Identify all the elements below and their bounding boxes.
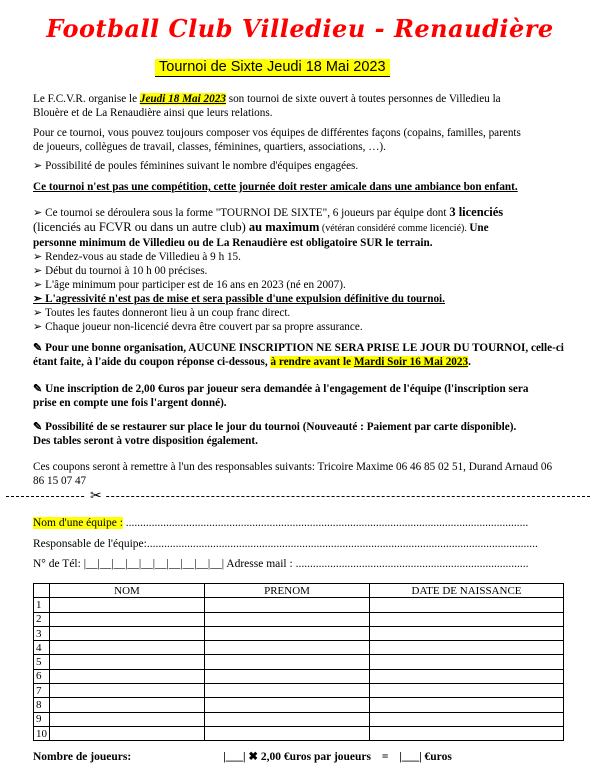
players-count-box[interactable]: |___| <box>223 751 246 763</box>
team-manager-label: Responsable de l'équipe: <box>33 538 147 550</box>
row-number: 1 <box>34 598 50 612</box>
header-date-naissance: DATE DE NAISSANCE <box>370 584 564 598</box>
row-number: 10 <box>34 726 50 740</box>
birthdate-cell[interactable] <box>370 655 564 669</box>
total-amount-box[interactable]: |___| <box>399 751 422 763</box>
nom-cell[interactable] <box>50 712 205 726</box>
contacts-note: Ces coupons seront à remettre à l'un des responsables suivants: Tricoire Maxime 06 46 85 02 51, Durand Arnaud 06 86 15 07 47 <box>33 461 553 487</box>
nom-cell[interactable] <box>50 698 205 712</box>
nom-cell[interactable] <box>50 598 205 612</box>
table-row <box>34 626 564 640</box>
row-number: 8 <box>34 698 50 712</box>
teams-paragraph: Pour ce tournoi, vous pouvez toujours composer vos équipes de différentes façons (copains, familles, parents de joueurs, collègues de travail, classes, féminines, quartiers, associations, …). <box>33 127 521 153</box>
nom-cell[interactable] <box>50 726 205 740</box>
table-row <box>34 712 564 726</box>
birthdate-cell[interactable] <box>370 698 564 712</box>
prenom-cell[interactable] <box>205 612 370 626</box>
birthdate-cell[interactable] <box>370 598 564 612</box>
team-name-label: Nom d'une équipe : <box>33 517 123 529</box>
female-pools-note: ➢ Possibilité de poules féminines suivant le nombre d'équipes engagées. <box>33 160 359 172</box>
table-row <box>34 669 564 683</box>
table-row <box>34 641 564 655</box>
birthdate-cell[interactable] <box>370 712 564 726</box>
prenom-cell[interactable] <box>205 684 370 698</box>
birthdate-cell[interactable] <box>370 726 564 740</box>
prenom-cell[interactable] <box>205 655 370 669</box>
table-header-row <box>34 584 564 598</box>
row-number: 4 <box>34 641 50 655</box>
table-row <box>34 726 564 740</box>
nom-cell[interactable] <box>50 655 205 669</box>
header-number <box>34 584 50 598</box>
intro-paragraph: Le F.C.V.R. organise le Jeudi 18 Mai 2023 son tournoi de sixte ouvert à toutes personnes de Villedieu la Blouère et de La Renaudière ainsi que leurs relations. <box>33 93 501 119</box>
team-manager-field[interactable]: Responsable de l'équipe:........................................................................................................................................ <box>33 538 538 550</box>
email-label: Adresse mail : <box>224 558 293 570</box>
prenom-cell[interactable] <box>205 669 370 683</box>
row-number: 9 <box>34 712 50 726</box>
event-subtitle: Tournoi de Sixte Jeudi 18 Mai 2023 <box>155 59 390 77</box>
friendly-spirit-note: Ce tournoi n'est pas une compétition, cette journée doit rester amicale dans une ambiance bon enfant. <box>33 181 518 193</box>
event-date: Jeudi 18 Mai 2023 <box>139 93 226 105</box>
birthdate-cell[interactable] <box>370 612 564 626</box>
header-prenom: PRENOM <box>205 584 370 598</box>
row-number: 6 <box>34 669 50 683</box>
prenom-cell[interactable] <box>205 698 370 712</box>
table-row <box>34 684 564 698</box>
row-number: 3 <box>34 626 50 640</box>
nom-cell[interactable] <box>50 626 205 640</box>
nom-cell[interactable] <box>50 669 205 683</box>
birthdate-cell[interactable] <box>370 641 564 655</box>
row-number: 5 <box>34 655 50 669</box>
rules-list: ➢ Ce tournoi se déroulera sous la forme "TOURNOI DE SIXTE", 6 joueurs par équipe dont 3 licenciés (licenciés au FCVR ou dans un autre club) au maximum (vétéran considéré comme licencié). Une personne minimum de Villedieu ou de La Renaudière est obligatoire SUR le terrain. ➢ Rendez-vous au stade de Villedieu à 9 h 15. ➢ Début du tournoi à 10 h 00 précises. ➢ L'âge minimum pour participer est de 16 ans en 2023 (né en 2007). ➢ L'agressivité n'est pas de mise et sera passible d'une expulsion définitive du tournoi. ➢ Toutes les fautes donneront lieu à un coup franc direct. ➢ Chaque joueur non-licencié devra être couvert par sa propre assurance. <box>33 205 504 333</box>
prenom-cell[interactable] <box>205 712 370 726</box>
players-total-line: Nombre de joueurs: |___| ✖ 2,00 €uros par joueurs = |___| €uros <box>33 751 452 763</box>
nom-cell[interactable] <box>50 612 205 626</box>
nom-cell[interactable] <box>50 684 205 698</box>
phone-input-boxes[interactable]: |__|__|__|__|__|__|__|__|__|__| <box>83 558 225 570</box>
page-title: Football Club Villedieu - Renaudière <box>46 14 554 43</box>
table-row <box>34 655 564 669</box>
prenom-cell[interactable] <box>205 626 370 640</box>
email-field[interactable]: ................................................................................. <box>292 558 529 570</box>
table-row <box>34 698 564 712</box>
birthdate-cell[interactable] <box>370 684 564 698</box>
prenom-cell[interactable] <box>205 598 370 612</box>
scissors-icon: ✂ <box>86 488 106 505</box>
fee-note: ✎ Une inscription de 2,00 €uros par joueur sera demandée à l'engagement de l'équipe (l'inscription sera prise en compte une fois l'argent donné). <box>33 383 529 409</box>
header-nom: NOM <box>50 584 205 598</box>
phone-label: N° de Tél: <box>33 558 84 570</box>
prenom-cell[interactable] <box>205 641 370 655</box>
birthdate-cell[interactable] <box>370 669 564 683</box>
contact-field[interactable] <box>33 558 528 570</box>
team-name-field[interactable]: Nom d'une équipe : ............................................................................................................................................ <box>33 517 529 529</box>
birthdate-cell[interactable] <box>370 626 564 640</box>
table-row <box>34 612 564 626</box>
prenom-cell[interactable] <box>205 726 370 740</box>
catering-note: ✎ Possibilité de se restaurer sur place le jour du tournoi (Nouveauté : Paiement par carte disponible). Des tables seront à votre disposition également. <box>33 421 517 447</box>
registration-deadline-note: ✎ Pour une bonne organisation, AUCUNE INSCRIPTION NE SERA PRISE LE JOUR DU TOURNOI, celle-ci étant faite, à l'aide du coupon réponse ci-dessous, à rendre avant le Mardi Soir 16 Mai 2023. <box>33 342 564 368</box>
players-table <box>33 583 564 741</box>
row-number: 2 <box>34 612 50 626</box>
table-row <box>34 598 564 612</box>
nom-cell[interactable] <box>50 641 205 655</box>
row-number: 7 <box>34 684 50 698</box>
